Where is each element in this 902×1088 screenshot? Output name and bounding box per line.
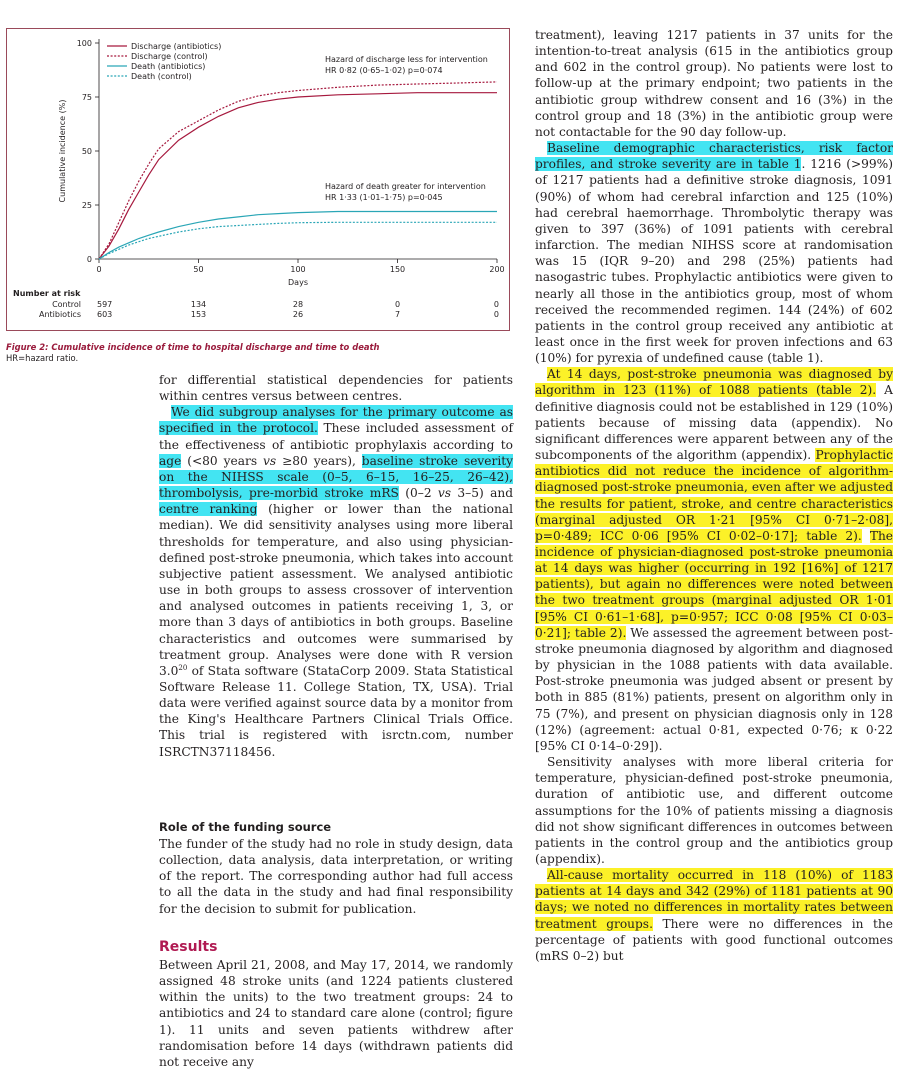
highlight: centre ranking: [159, 502, 258, 517]
risk-cell: 0: [394, 300, 401, 309]
risk-cell: 28: [292, 300, 304, 309]
text-run: 3–5) and: [451, 486, 514, 501]
highlight: Prophylactic antibiotics did not reduce the incidence of algorithm-diagnosed post-stroke pneumonia, even after we adjusted the results for patient, stroke, and centre characteristics (marginal adjusted OR 1·21 [95% CI 0·71–2·08], p=0·489; ICC 0·06 [95% CI 0·02–0·17]; table 2).: [535, 448, 893, 543]
paragraph: treatment), leaving 1217 patients in 37 units for the intention-to-treat analysis (615 in the antibiotics group and 602 in the control group). No patients were lost to follow-up at the primary endpoint; two patients in the antibiotic group withdrew consent and 16 (3%) in the control group and 18 (3%) in the antibiotic group were not contactable for the 90 day follow-up.: [535, 28, 893, 139]
right-column: [535, 27, 893, 964]
y-tick-label: 50: [81, 147, 92, 156]
risk-cell: 603: [97, 310, 113, 319]
risk-cell: 597: [97, 300, 113, 309]
y-tick-label: 100: [76, 39, 92, 48]
risk-table-header: Number at risk: [13, 289, 81, 298]
text-run: of Stata software (StataCorp 2009. Stata Statistical Software Release 11. College Station, TX, USA). Trial data were verified against source data by a monitor from the King's Healthcare Partners Clinical Trials Office. This trial is registered with isrctn.com, number ISRCTN37118456.: [159, 663, 513, 759]
paragraph: for differential statistical dependencies for patients within centres versus between centres.: [159, 373, 513, 404]
risk-cell: 7: [394, 310, 401, 319]
risk-cell: 153: [190, 310, 207, 319]
risk-cell: 134: [190, 300, 207, 309]
text-run: vs: [437, 486, 452, 501]
highlight: Baseline demographic characteristics, risk factor profiles, and stroke severity are in table 1: [535, 141, 893, 172]
text-run: . 1216 (>99%) of 1217 patients had a definitive stroke diagnosis, 1091 (90%) of whom had cerebral infarction and 125 (10%) had cerebral haemorrhage. Thrombolytic therapy was given to 397 (36%) of 1091 patients with cerebral infarction. The median NIHSS score at randomisation was 15 (IQR 9–20) and 298 (25%) patients had nasogastric tubes. Prophylactic antibiotics were given to nearly all those in the antibiotics group, most of whom received the recommended regimen. 144 (24%) of 602 patients in the control group received any antibiotic at least once in the first week for proven infections and 63 (10%) for pyrexia of undefined cause (table 1).: [535, 157, 894, 366]
y-axis-label: Cumulative incidence (%): [58, 99, 67, 203]
text-run: (higher or lower than the national median). We did sensitivity analyses using more liberal thresholds for temperature, and also using physician-defined post-stroke pneumonia, which takes into account subjective patient assessment. We analysed antibiotic use in both groups to assess crossover of intervention and analysed outcomes in patients receiving 1, 3, or more than 3 days of antibiotics in both groups. Baseline characteristics and outcomes were summarised by treatment group. Analyses were done with R version 3.0: [159, 502, 513, 678]
legend-entry: Discharge (antibiotics): [131, 42, 222, 51]
y-tick-label: 75: [81, 93, 92, 102]
paragraph: Between April 21, 2008, and May 17, 2014, we randomly assigned 48 stroke units (and 1224 patients clustered within the units) to the two treatment groups: 24 to antibiotics and 24 to standard care alone (control; figure 1). 11 units and seven patients withdrew after randomisation before 14 days (withdrawn patients did not receive any: [159, 958, 513, 1069]
text-run: (0–2: [398, 486, 438, 501]
legend-entry: Death (control): [131, 72, 192, 81]
risk-row-label: Antibiotics: [38, 310, 81, 319]
legend-entry: Death (antibiotics): [131, 62, 206, 71]
highlight: baseline stroke severity on the NIHSS scale (0–5, 6–15, 16–25, 26–42), thrombolysis, pre-morbid stroke mRS: [159, 453, 514, 501]
x-tick-label: 150: [389, 265, 406, 274]
paragraph: Sensitivity analyses with more liberal criteria for temperature, physician-defined post-stroke pneumonia, duration of antibiotic use, and different outcome assumptions for the 10% of patients missing a diagnosis did not show significant differences in outcomes between patients in the control group and the antibiotics group (appendix).: [535, 755, 893, 866]
highlight: age: [159, 453, 182, 468]
cumulative-incidence-chart: [7, 29, 511, 332]
figure-2-panel: [6, 28, 510, 331]
x-tick-label: 200: [489, 265, 505, 274]
risk-cell: 26: [292, 310, 304, 319]
results-block: [159, 957, 513, 1070]
annotation-death: Hazard of death greater for intervention: [325, 182, 486, 191]
paragraph: [159, 404, 513, 759]
paragraph: [535, 867, 893, 964]
text-run: vs: [263, 453, 277, 468]
citation: 20: [178, 663, 188, 672]
figure-caption-title: Figure 2: Cumulative incidence of time to hospital discharge and time to death: [6, 342, 380, 352]
x-tick-label: 100: [290, 265, 306, 274]
role-block: [159, 836, 513, 917]
text-run: (<80 years: [181, 453, 264, 468]
y-tick-label: 25: [81, 201, 92, 210]
text-run: There were no differences in the percentage of patients with good functional outcomes (mRS 0–2) but: [535, 916, 893, 963]
risk-row-label: Control: [52, 300, 81, 309]
text-run: We assessed the agreement between post-stroke pneumonia diagnosed by algorithm and diagnosed by physician in the 1088 patients with data available. Post-stroke pneumonia was judged absent or present by both in 885 (81%) patients, present on algorithm only in 75 (7%), and present on physician diagnosis only in 128 (12%) (agreement: actual 0·81, expected 0·76; κ 0·22 [95% CI 0·14–0·29]).: [535, 625, 893, 753]
annotation-discharge: Hazard of discharge less for intervention: [325, 55, 488, 64]
x-axis-label: Days: [288, 278, 308, 287]
text-run: A definitive diagnosis could not be established in 129 (10%) patients because of missing data (appendix). No significant differences were apparent between any of the subcomponents of the algorithm (appendix).: [535, 383, 893, 463]
x-tick-label: 50: [193, 265, 204, 274]
role-heading: Role of the funding source: [159, 820, 332, 834]
figure-caption-note: HR=hazard ratio.: [6, 353, 79, 363]
highlight: The incidence of physician-diagnosed post-stroke pneumonia at 14 days was higher (occurring in 192 [16%] of 1217 patients), but again no differences were noted between the two treatment groups (marginal adjusted OR 1·01 [95% CI 0·61–1·68], p=0·957; ICC 0·08 [95% CI 0·03–0·21]; table 2).: [535, 528, 894, 640]
highlight: We did subgroup analyses for the primary outcome as specified in the protocol.: [159, 405, 513, 436]
x-tick-label: 0: [96, 265, 102, 274]
text-run: ≥80 years),: [276, 453, 362, 468]
series-line: [99, 212, 497, 260]
series-line: [99, 93, 497, 259]
annotation-death-hr: HR 1·33 (1·01–1·75) p=0·045: [325, 193, 443, 202]
text-run: [862, 529, 870, 543]
highlight: At 14 days, post-stroke pneumonia was diagnosed by algorithm in 123 (11%) of 1088 patients (table 2).: [535, 367, 893, 398]
results-heading: Results: [159, 939, 218, 955]
highlight: All-cause mortality occurred in 118 (10%) of 1183 patients at 14 days and 342 (29%) of 1181 patients at 90 days; we noted no differences in mortality rates between treatment groups.: [535, 868, 893, 931]
risk-cell: 0: [493, 300, 499, 309]
figure-caption: [6, 342, 506, 364]
risk-cell: 0: [493, 310, 499, 319]
y-tick-label: 0: [86, 255, 92, 264]
series-line: [99, 222, 497, 259]
text-run: These included assessment of the effectiveness of antibiotic prophylaxis according to: [159, 421, 513, 452]
middle-column: [159, 372, 513, 760]
annotation-discharge-hr: HR 0·82 (0·65–1·02) p=0·074: [325, 66, 443, 75]
paragraph: [535, 140, 893, 366]
legend-entry: Discharge (control): [131, 52, 208, 61]
paragraph: The funder of the study had no role in study design, data collection, data analysis, data interpretation, or writing of the report. The corresponding author had full access to all the data in the study and had final responsibility for the decision to submit for publication.: [159, 837, 513, 916]
paragraph: [535, 366, 893, 754]
